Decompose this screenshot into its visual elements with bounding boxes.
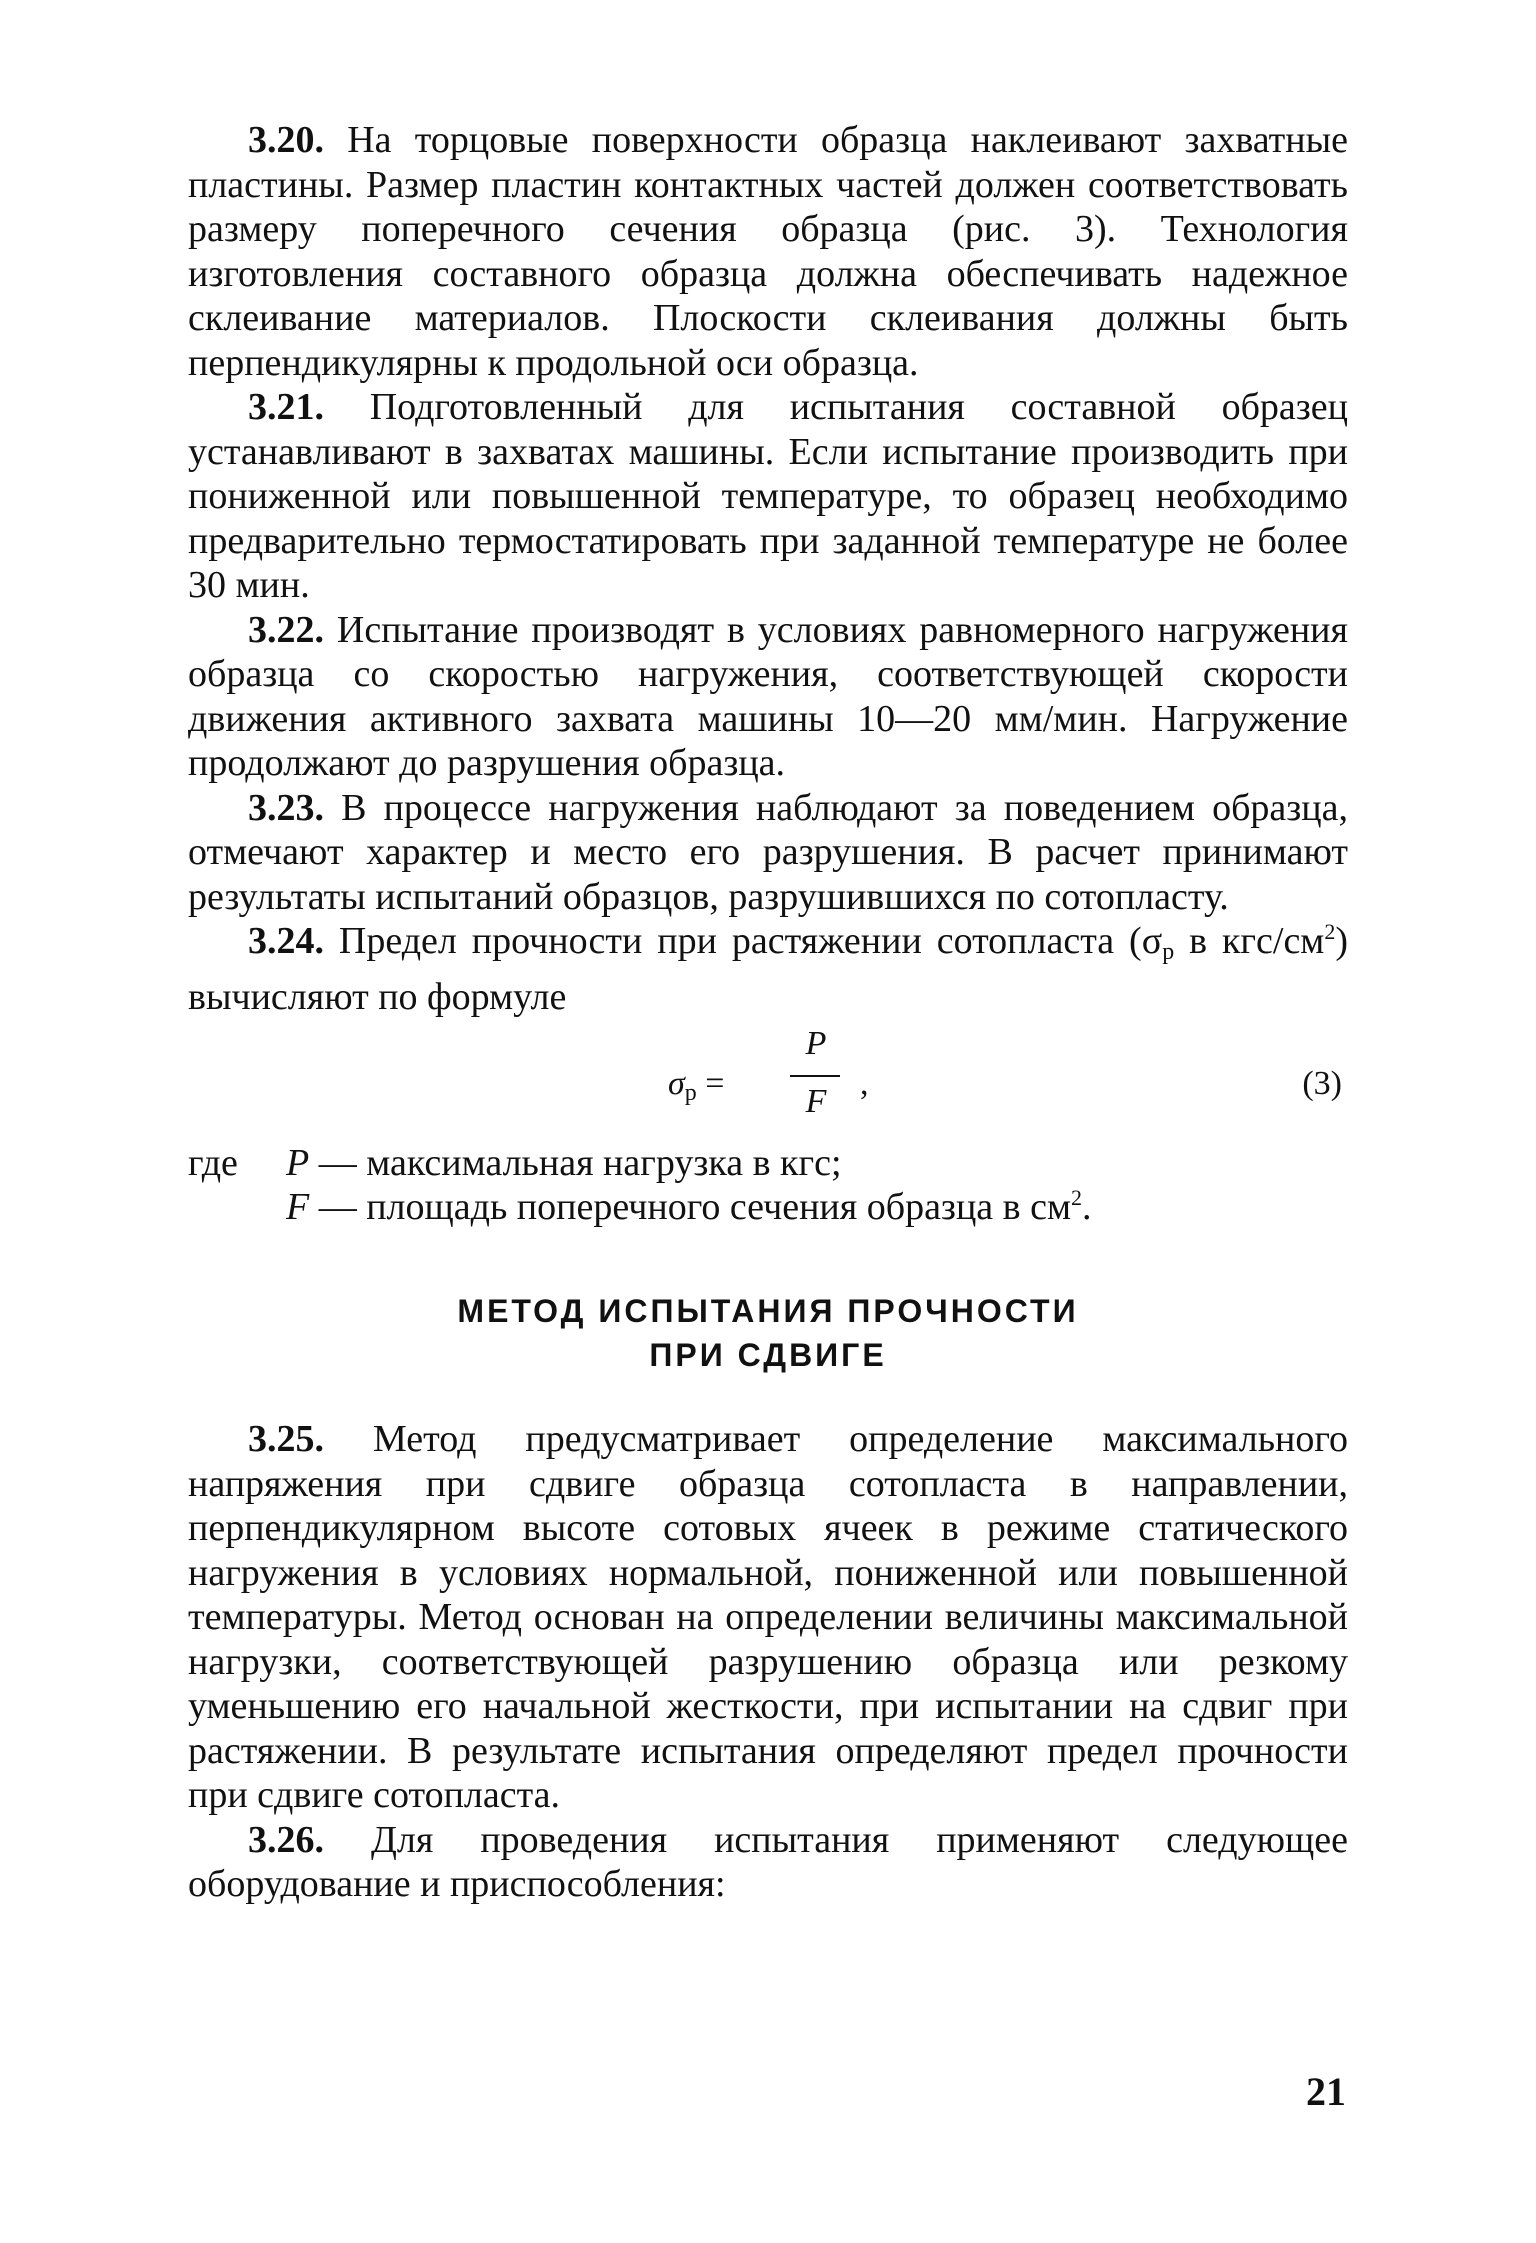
p-description: — максимальная нагрузка в кгс;	[309, 1142, 842, 1184]
paragraph-3-20	[188, 118, 1348, 385]
paragraph-3-22	[188, 608, 1348, 786]
page-number: 21	[1306, 2069, 1346, 2114]
heading-line-1: МЕТОД ИСПЫТАНИЯ ПРОЧНОСТИ	[457, 1293, 1079, 1329]
paragraph-text: Метод предусматривает определение максимального напряжения при сдвиге образца сотопласта в направлении, перпендикулярном высоте сотовых ячеек в режиме статического нагружения в условиях нормальной, пониженной или повышенной температуры. Метод основан на определении величины максимальной нагрузки, соответствующей разрушению образца или резкому уменьшению его начальной жесткости, при испытании на сдвиг при растяжении. В результате испытания определяют предел прочности при сдвиге сотопласта.	[188, 1418, 1348, 1816]
formula-lhs	[668, 1065, 724, 1107]
paragraph-number: 3.21.	[248, 386, 324, 428]
equation-number: (3)	[1302, 1065, 1342, 1102]
unit-superscript: 2	[1071, 1185, 1082, 1210]
paragraph-number: 3.20.	[248, 119, 324, 161]
p-symbol: P	[286, 1142, 310, 1184]
paragraph-number: 3.23.	[248, 786, 324, 829]
page-content	[188, 118, 1348, 1907]
paragraph-number: 3.22.	[248, 608, 324, 651]
paragraph-text: ) вычисляют по формуле	[188, 920, 1349, 1018]
paragraph-text: Предел прочности при растяжении сотопласта (σ	[324, 920, 1163, 962]
paragraph-text: Испытание производят в условиях равномерного нагружения образца со скоростью нагружения, соответствующей скорости движения активного захвата машины 10—20 мм/мин. Нагружение продолжают до разрушения образца.	[188, 608, 1348, 784]
paragraph-number: 3.26.	[248, 1818, 324, 1861]
paragraph-3-26	[188, 1818, 1348, 1907]
formula-comma: ,	[860, 1065, 869, 1102]
where-p-line	[286, 1141, 842, 1186]
paragraph-text: На торцовые поверхности образца наклеивают захватные пластины. Размер пластин контактных частей должен соответствовать размеру поперечного сечения образца (рис. 3). Технология изготовления составного образца должна обеспечивать надежное склеивание материалов. Плоскости склеивания должны быть перпендикулярны к продольной оси образца.	[188, 119, 1348, 384]
paragraph-3-24	[188, 919, 1348, 1019]
paragraph-number: 3.25.	[248, 1418, 324, 1460]
paragraph-text: в кгс/см	[1174, 920, 1325, 962]
f-symbol: F	[286, 1186, 310, 1228]
paragraph-3-23	[188, 786, 1348, 920]
sigma-subscript: р	[684, 1080, 697, 1106]
heading-line-2: ПРИ СДВИГЕ	[649, 1337, 887, 1373]
f-description: — площадь поперечного сечения образца в см	[309, 1186, 1071, 1228]
unit-superscript: 2	[1324, 919, 1336, 944]
f-end: .	[1082, 1186, 1092, 1228]
equals-sign: =	[696, 1065, 725, 1102]
paragraph-number: 3.24.	[248, 920, 324, 962]
sigma-subscript: р	[1162, 939, 1175, 965]
fraction-bar	[790, 1075, 840, 1077]
sigma-symbol: σ	[668, 1065, 685, 1102]
paragraph-3-21	[188, 385, 1348, 608]
where-block	[188, 1141, 1348, 1233]
section-heading	[188, 1289, 1348, 1377]
paragraph-text: В процессе нагружения наблюдают за поведением образца, отмечают характер и место его разрушения. В расчет принимают результаты испытаний образцов, разрушившихся по сотопласту.	[188, 786, 1348, 918]
where-f-line	[286, 1185, 1348, 1230]
denominator: F	[805, 1083, 827, 1120]
paragraph-text: Подготовленный для испытания составной образец устанавливают в захватах машины. Если испытание производить при пониженной или повышенной температуре, то образец необходимо предварительно термостатировать при заданной температуре не более 30 мин.	[188, 386, 1348, 606]
numerator: P	[805, 1025, 827, 1062]
paragraph-text: Для проведения испытания применяют следующее оборудование и приспособления:	[188, 1818, 1348, 1905]
where-label: где	[188, 1142, 238, 1184]
formula-3	[188, 1025, 1348, 1141]
paragraph-3-25	[188, 1417, 1348, 1818]
